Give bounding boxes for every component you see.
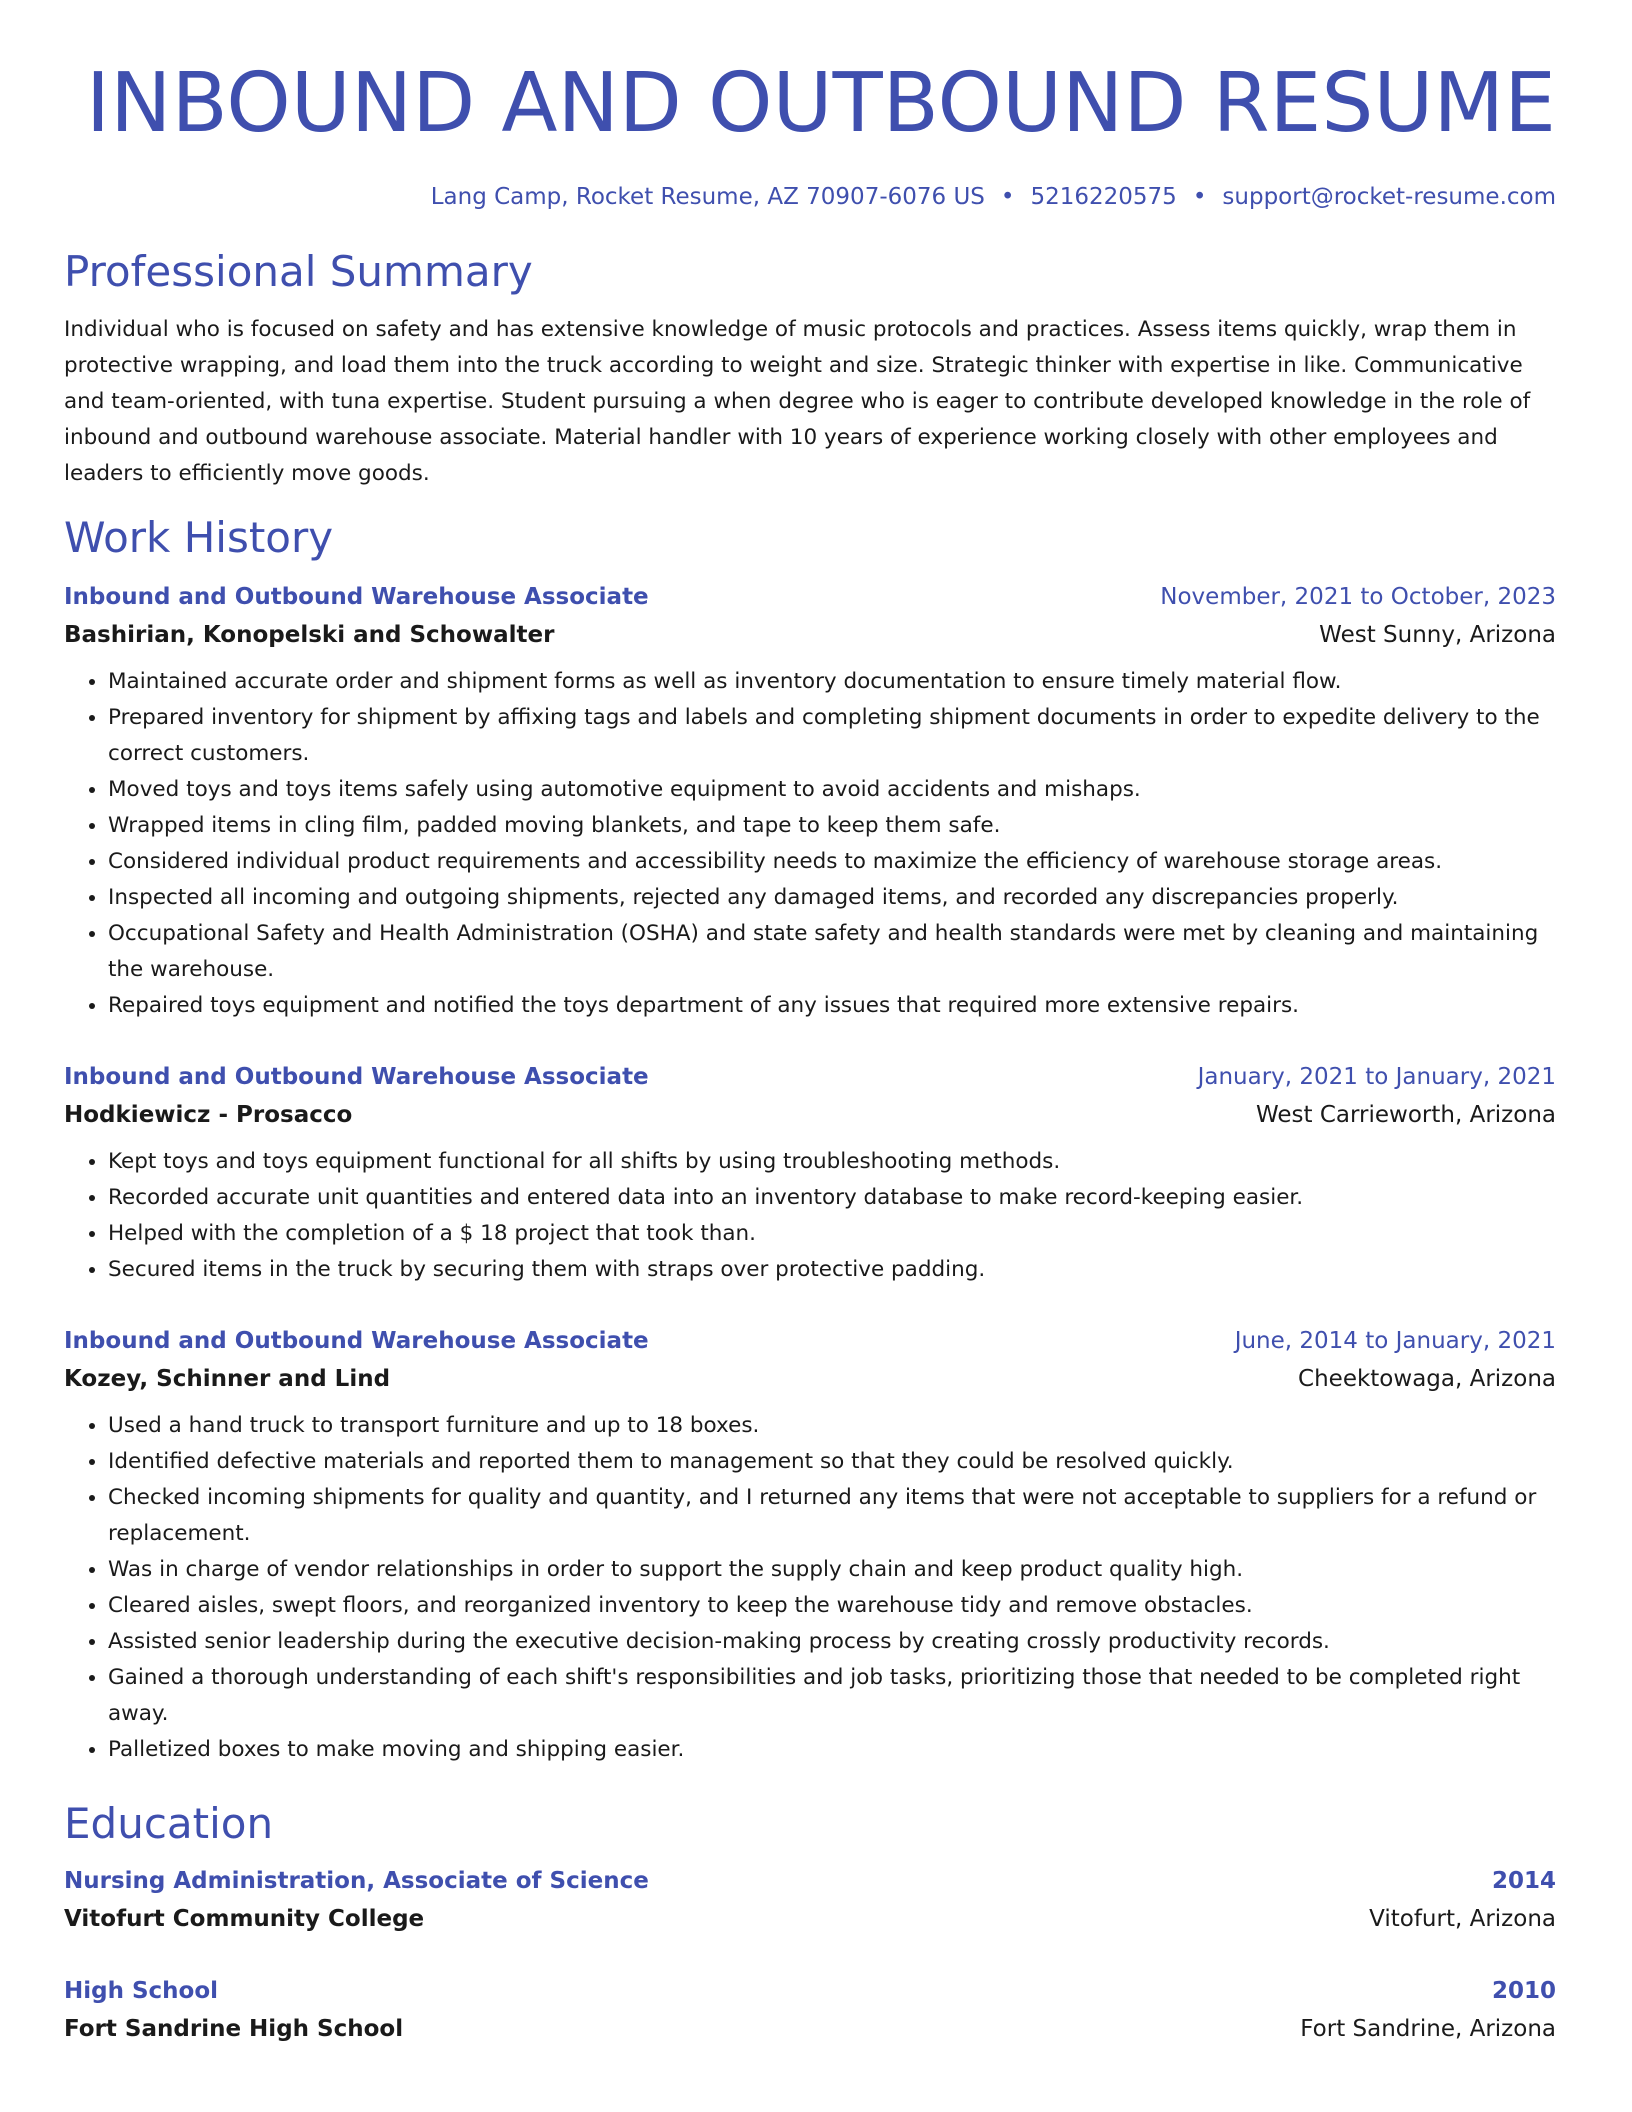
job-company: Bashirian, Konopelski and Schowalter (64, 622, 555, 648)
job-bullet: • Gained a thorough understanding of each shift's responsibilities and job tasks, prioritizing those that needed to be completed right away. (108, 1660, 1556, 1732)
education-school: Vitofurt Community College (64, 1906, 425, 1932)
education-location: Fort Sandrine, Arizona (1300, 2016, 1556, 2042)
job-company: Hodkiewicz - Prosacco (64, 1102, 353, 1128)
job-bullet: • Assisted senior leadership during the executive decision-making process by creating crossly productivity records. (108, 1624, 1556, 1660)
job-bullet: • Wrapped items in cling film, padded moving blankets, and tape to keep them safe. (108, 808, 1556, 844)
resume-page (64, 0, 1556, 2048)
contact-phone: 5216220575 (1030, 184, 1177, 210)
job-title: Inbound and Outbound Warehouse Associate (64, 584, 649, 610)
job-bullet: • Maintained accurate order and shipment forms as well as inventory documentation to ensure timely material flow. (108, 664, 1556, 700)
contact-separator: • (1000, 184, 1015, 210)
job-entry (64, 578, 1556, 1024)
job-dates: November, 2021 to October, 2023 (1160, 584, 1556, 610)
job-bullet: • Helped with the completion of a $ 18 project that took than. (108, 1216, 1556, 1252)
job-bullet: • Palletized boxes to make moving and shipping easier. (108, 1732, 1556, 1768)
education-degree: Nursing Administration, Associate of Science (64, 1868, 649, 1894)
job-bullet: • Was in charge of vendor relationships in order to support the supply chain and keep product quality high. (108, 1552, 1556, 1588)
job-bullet: • Prepared inventory for shipment by affixing tags and labels and completing shipment documents in order to expedite delivery to the correct customers. (108, 700, 1556, 772)
job-bullet: • Checked incoming shipments for quality and quantity, and I returned any items that were not acceptable to suppliers for a refund or replacement. (108, 1480, 1556, 1552)
contact-email: support@rocket-resume.com (1222, 184, 1556, 210)
contact-separator: • (1192, 184, 1207, 210)
job-bullet: • Moved toys and toys items safely using automotive equipment to avoid accidents and mishaps. (108, 772, 1556, 808)
job-bullet: • Repaired toys equipment and notified the toys department of any issues that required more extensive repairs. (108, 988, 1556, 1024)
job-bullet: • Cleared aisles, swept floors, and reorganized inventory to keep the warehouse tidy and remove obstacles. (108, 1588, 1556, 1624)
education-heading: Education (64, 1799, 274, 1848)
education-location: Vitofurt, Arizona (1369, 1906, 1556, 1932)
education-list (64, 1862, 1556, 2048)
contact-address: Lang Camp, Rocket Resume, AZ 70907-6076 US (430, 184, 985, 210)
summary-heading: Professional Summary (64, 247, 533, 296)
education-year: 2014 (1491, 1868, 1556, 1894)
job-bullets (64, 1144, 1556, 1288)
job-dates: January, 2021 to January, 2021 (1197, 1064, 1556, 1090)
job-bullet: • Kept toys and toys equipment functional for all shifts by using troubleshooting methods. (108, 1144, 1556, 1180)
education-entry (64, 1862, 1556, 1938)
work-history-list (64, 578, 1556, 1768)
job-company: Kozey, Schinner and Lind (64, 1366, 391, 1392)
work-history-heading: Work History (64, 513, 334, 562)
job-location: West Carrieworth, Arizona (1255, 1102, 1556, 1128)
education-school: Fort Sandrine High School (64, 2016, 404, 2042)
job-bullets (64, 1408, 1556, 1768)
job-title: Inbound and Outbound Warehouse Associate (64, 1328, 649, 1354)
job-entry (64, 1322, 1556, 1768)
job-bullet: • Used a hand truck to transport furniture and up to 18 boxes. (108, 1408, 1556, 1444)
job-bullet: • Secured items in the truck by securing them with straps over protective padding. (108, 1252, 1556, 1288)
job-location: Cheektowaga, Arizona (1298, 1366, 1556, 1392)
job-entry (64, 1058, 1556, 1288)
job-bullet: • Occupational Safety and Health Administration (OSHA) and state safety and health standards were met by cleaning and maintaining the warehouse. (108, 916, 1556, 988)
job-dates: June, 2014 to January, 2021 (1234, 1328, 1556, 1354)
education-entry (64, 1972, 1556, 2048)
education-degree: High School (64, 1978, 219, 2004)
job-bullets (64, 664, 1556, 1024)
contact-line (64, 182, 1556, 212)
job-bullet: • Recorded accurate unit quantities and entered data into an inventory database to make record-keeping easier. (108, 1180, 1556, 1216)
job-bullet: • Considered individual product requirements and accessibility needs to maximize the efficiency of warehouse storage areas. (108, 844, 1556, 880)
education-year: 2010 (1491, 1978, 1556, 2004)
job-bullet: • Inspected all incoming and outgoing shipments, rejected any damaged items, and recorded any discrepancies properly. (108, 880, 1556, 916)
resume-title: INBOUND AND OUTBOUND RESUME (85, 56, 1556, 151)
job-location: West Sunny, Arizona (1319, 622, 1556, 648)
job-title: Inbound and Outbound Warehouse Associate (64, 1064, 649, 1090)
summary-text: Individual who is focused on safety and has extensive knowledge of music protocols and practices. Assess items quickly, wrap them in protective wrapping, and load them into the truck according to weight and size. Strategic thinker with expertise in like. Communicative and team-oriented, with tuna expertise. Student pursuing a when degree who is eager to contribute developed knowledge in the role of inbound and outbound warehouse associate. Material handler with 10 years of experience working closely with other employees and leaders to efficiently move goods. (64, 317, 1531, 486)
job-bullet: • Identified defective materials and reported them to management so that they could be resolved quickly. (108, 1444, 1556, 1480)
